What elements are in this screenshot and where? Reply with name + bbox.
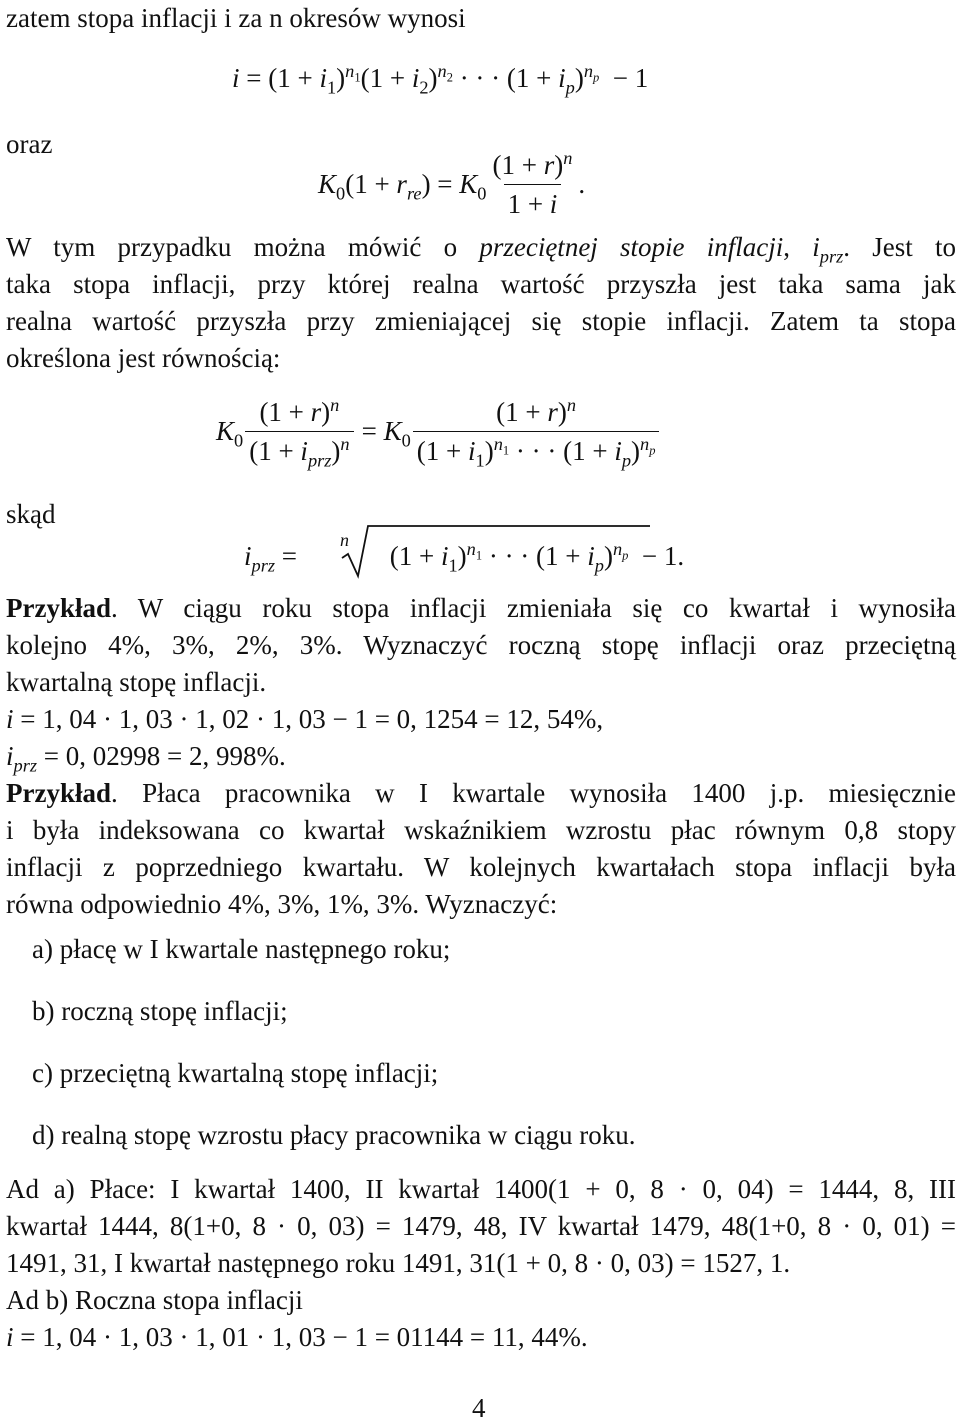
example1-calc2: $i_{prz} = 0$, 02998 = 2, 998%. (6, 741, 286, 776)
answer-b-heading: Ad b) Roczna stopa inflacji (6, 1285, 303, 1315)
example2-text: Przykład. Płaca pracownika w I kwartale wynosiła 1400 j.p. miesięcznie i była indeksowana co kwartał wskaźnikiem wzrostu płac równym 0,8 stopy inflacji z poprzedniego kwartału. W kolejnych kwartałach stopa inflacji była równa odpowiednio 4%, 3%, 1%, 3%. Wyznaczyć: (6, 778, 956, 919)
task-item-b: b) roczną stopę inflacji; (32, 996, 288, 1026)
task-item-d: d) realną stopę wzrostu płacy pracownika w ciągu roku. (32, 1120, 636, 1150)
example1-text: Przykład. W ciągu roku stopa inflacji zmieniała się co kwartał i wynosiła kolejno 4%, 3%, 2%, 3%. Wyznaczyć roczną stopę inflacji oraz przeciętną kwartalną stopę inflacji. (6, 593, 956, 697)
skad-word: skąd (6, 499, 56, 529)
formula-average-rate: $i_{prz} = (1 + i_1)^{n_1}$ · · · $(1 + i_p)^{n_p} - 1$. (244, 538, 685, 576)
answer-a: Ad a) Płace: I kwartał 1400, II kwartał 1400(1 + 0, 8 · 0, 04) = 1444, 8, III kwartał 1444, 8(1+0, 8 · 0, 03) = 1479, 48, IV kwartał 1479, 48(1+0, 8 · 0, 01) = 1491, 31, I kwartał następnego roku 1491, 31(1 + 0, 8 · 0, 03) = 1527, 1. (6, 1174, 956, 1278)
page-number: 4 (472, 1393, 486, 1423)
formula-equality: $K_0$ $\frac{(1 + r)^n}{(1 + i_{prz})^n}$ = $K_0$ $\frac{(1 + r)^n}{(1 + i_1)^{n_1} \cdot \cdot \cdot (1 + i_p)^{n_p}}$ (216, 395, 661, 468)
paragraph-average-inflation: W tym przypadku można mówić o przeciętnej stopie inflacji, $i_{prz}$. Jest to taka stopa inflacji, przy której realna wartość przyszła jest taka sama jak realna wartość przyszła przy zmieniającej się stopie inflacji. Zatem ta stopa określona jest równością: (6, 232, 956, 373)
example1-calc1: i = 1, 04 · 1, 03 · 1, 02 · 1, 03 − 1 = 0, 1254 = 12, 54%, (6, 704, 604, 734)
formula-real-rate: $K_0(1 + r_{re}) = K_0$ $\frac{(1 + r)^n}{1 + i}$ . (318, 147, 586, 219)
task-item-c: c) przeciętną kwartalną stopę inflacji; (32, 1058, 439, 1088)
answer-b-calc: i = 1, 04 · 1, 03 · 1, 01 · 1, 03 − 1 = 01144 = 11, 44%. (6, 1322, 588, 1352)
task-item-a: a) płacę w I kwartale następnego roku; (32, 934, 451, 964)
oraz-word: oraz (6, 129, 53, 159)
root-sign-icon (336, 524, 656, 580)
intro-line: zatem stopa inflacji i za n okresów wynosi (6, 3, 466, 33)
formula-total-inflation: $i = (1 + i_1)^{n_1}(1 + i_2)^{n_2}$ · · · $(1 + i_p)^{n_p} - 1$ (232, 60, 649, 98)
svg-text:n: n (340, 530, 349, 550)
